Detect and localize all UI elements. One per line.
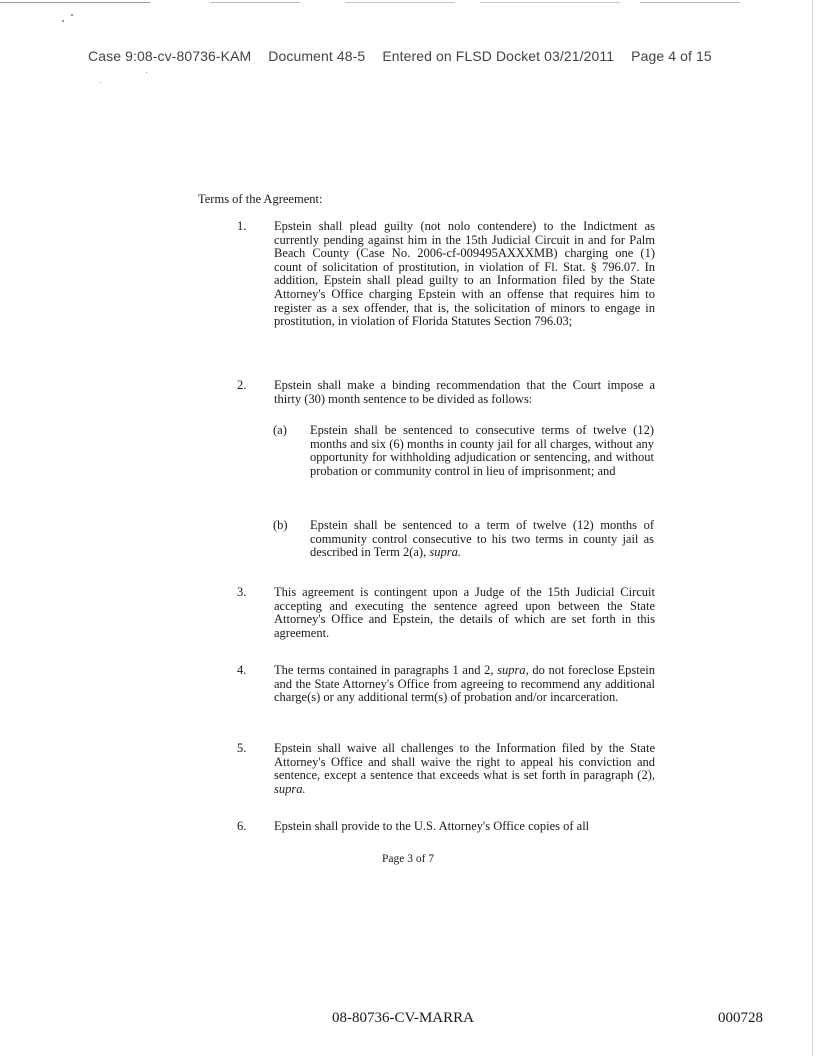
scan-speck [146, 72, 147, 73]
scan-speck [100, 82, 101, 83]
term-text: This agreement is contingent upon a Judge of the 15th Judicial Circuit accepting and executing the sentence agreed upon between the State Attorney's Office and Epstein, the details of which are set forth in this agreement. [274, 585, 655, 640]
page-number: Page 3 of 7 [381, 853, 435, 865]
scan-artifact-line [0, 2, 150, 3]
term-text: Epstein shall plead guilty (not nolo contendere) to the Indictment as currently pending against him in the 15th Judicial Circuit in and for Palm Beach County (Case No. 2006-cf-009495AXXXMB) charging one (1) count of solicitation of prostitution, in violation of Fl. Stat. § 796.07. In addition, Epstein shall plead guilty to an Information filed by the State Attorney's Office charging Epstein with an offense that requires him to register as a sex offender, that is, the solicitation of minors to engage in prostitution, in violation of Florida Statutes Section 796.03; [274, 219, 655, 329]
term-text-rest: , do not foreclose Epstein and the State Attorney's Office from agreeing to recommend any additional charge(s) or any additional term(s) of probation and/or incarceration. [274, 663, 655, 705]
ecf-page-number: Page 4 of 15 [631, 48, 712, 64]
scan-artifact-line [480, 2, 620, 3]
term-text [274, 742, 655, 796]
subterm-text-main: Epstein shall be sentenced to a term of twelve (12) months of community control consecutive to his two terms in county jail as described in Term 2(a), [310, 518, 654, 560]
subterm-label: (b) [273, 518, 288, 532]
term-number: 6. [237, 819, 247, 833]
term-text [274, 664, 655, 705]
section-title: Terms of the Agreement: [198, 192, 323, 206]
term-number: 1. [237, 219, 247, 233]
scan-artifact-line [345, 2, 455, 3]
term-number: 2. [237, 378, 247, 392]
subterm-text-italic: supra. [429, 545, 461, 560]
term-text: Epstein shall provide to the U.S. Attorney's Office copies of all [274, 819, 590, 833]
scan-artifact-line [210, 2, 300, 3]
footer-case-id: 08-80736-CV-MARRA [332, 1010, 474, 1026]
term-number: 3. [237, 585, 247, 599]
ecf-header [88, 48, 725, 64]
subterm-text [310, 519, 654, 560]
footer-bates-number: 000728 [718, 1010, 763, 1026]
term-text: Epstein shall make a binding recommendation that the Court impose a thirty (30) month sentence to be divided as follows: [274, 378, 655, 406]
subterm-label: (a) [273, 423, 287, 437]
docket-entry: Entered on FLSD Docket 03/21/2011 [382, 48, 615, 64]
case-number: Case 9:08-cv-80736-KAM [88, 48, 252, 64]
subterm-text: Epstein shall be sentenced to consecutive terms of twelve (12) months and six (6) months in county jail for all charges, without any opportunity for withholding adjudication or sentencing, and without probation or community control in lieu of imprisonment; and [310, 423, 654, 478]
scan-speck [62, 20, 64, 22]
term-text-italic: supra. [274, 781, 306, 796]
term-text-main: Epstein shall waive all challenges to the Information filed by the State Attorney's Office and shall waive the right to appeal his conviction and sentence, except a sentence that exceeds what is set forth in paragraph (2), [274, 741, 655, 783]
term-text-main: The terms contained in paragraphs 1 and 2, [274, 663, 498, 677]
scan-artifact-line [640, 2, 740, 3]
term-text-italic: supra [497, 663, 526, 677]
scan-speck [71, 14, 73, 16]
document-number: Document 48-5 [268, 48, 366, 64]
term-number: 5. [237, 741, 247, 755]
term-number: 4. [237, 663, 247, 677]
scan-page-edge [812, 0, 813, 1056]
